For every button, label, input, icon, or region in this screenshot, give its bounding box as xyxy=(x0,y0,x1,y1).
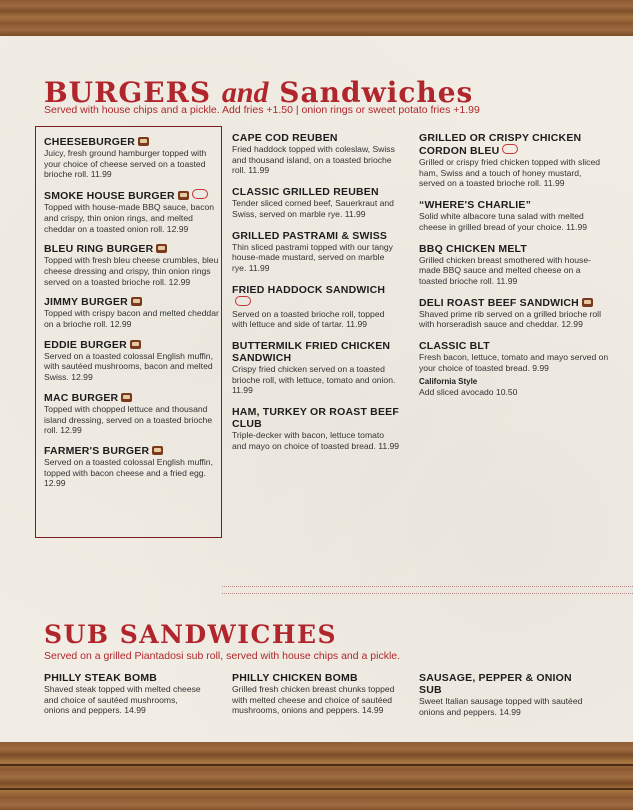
item-name-text: BUTTERMILK FRIED CHICKEN SANDWICH xyxy=(232,340,391,365)
item-name-text: BBQ CHICKEN MELT xyxy=(419,242,527,255)
item-name xyxy=(44,136,220,148)
section-title-subs: SUB SANDWICHES xyxy=(44,620,338,649)
item-name xyxy=(44,445,220,457)
item-name-text: GRILLED PASTRAMI & SWISS xyxy=(232,229,388,242)
item-description: Sweet Italian sausage topped with sautéed onions and peppers. 14.99 xyxy=(419,696,583,717)
item-name-text: EDDIE BURGER xyxy=(44,338,127,351)
item-name-text: “WHERE'S CHARLIE” xyxy=(419,199,532,212)
menu-item xyxy=(419,297,609,330)
wood-border-bottom xyxy=(0,742,633,810)
item-name xyxy=(44,296,220,308)
sandwich-column-3 xyxy=(419,132,609,408)
menu-item xyxy=(44,296,220,329)
heart-icon xyxy=(235,296,251,306)
item-description: Triple-decker with bacon, lettuce tomato and mayo on choice of toasted bread. 11.99 xyxy=(232,430,400,451)
item-description: Topped with crispy bacon and melted cheddar on a brioche roll. 12.99 xyxy=(44,308,219,330)
item-description: Thin sliced pastrami topped with our tangy house-made mustard, served on marble rye. 11.99 xyxy=(232,241,393,273)
cow-icon xyxy=(138,137,149,146)
item-name xyxy=(419,340,609,352)
item-name xyxy=(44,243,220,255)
item-description: Grilled fresh chicken breast chunks topped with melted cheese and choice of sautéed mushrooms, onions and peppers. 14.99 xyxy=(232,684,395,716)
item-name-text: BLEU RING BURGER xyxy=(44,243,154,256)
item-description: Topped with house-made BBQ sauce, bacon and crispy, thin onion rings, and melted cheddar on a toasted onion roll. 12.99 xyxy=(44,202,215,234)
menu-item xyxy=(232,340,400,396)
item-name-text: CLASSIC BLT xyxy=(419,340,490,353)
item-name-text: SMOKE HOUSE BURGER xyxy=(44,190,175,203)
menu-item xyxy=(232,284,400,330)
section-title-burgers: BURGERS and Sandwiches xyxy=(44,76,474,109)
cow-icon xyxy=(131,297,142,306)
cow-icon xyxy=(130,340,141,349)
menu-item xyxy=(44,136,220,180)
menu-item xyxy=(44,392,220,436)
menu-item xyxy=(232,186,400,219)
item-name xyxy=(232,406,400,430)
menu-item xyxy=(44,243,220,287)
item-name xyxy=(232,186,400,198)
menu-item xyxy=(419,199,609,232)
item-description: Shaved steak topped with melted cheese and choice of sautéed mushrooms, onions and peppers. 14.99 xyxy=(44,684,201,716)
menu-item xyxy=(44,672,204,716)
item-description: Topped with fresh bleu cheese crumbles, bleu cheese dressing and crispy, thin onion rings served on a toasted brioche roll. 12.99 xyxy=(44,255,219,287)
wood-border-top xyxy=(0,0,633,36)
cow-icon xyxy=(156,244,167,253)
item-description: Grilled or crispy fried chicken topped with sliced ham, Swiss and a touch of honey mustard, served on a toasted brioche roll. 11.99 xyxy=(419,157,601,189)
menu-item xyxy=(419,672,594,717)
item-name-text: FARMER'S BURGER xyxy=(44,444,150,457)
sandwich-column-2 xyxy=(232,132,400,462)
item-name xyxy=(419,672,594,696)
menu-item xyxy=(419,340,609,398)
item-description: Crispy fried chicken served on a toasted brioche roll, with lettuce, tomato and onion. 11.99 xyxy=(232,364,396,396)
menu-item xyxy=(232,132,400,176)
menu-item xyxy=(44,339,220,383)
item-description: Juicy, fresh ground hamburger topped with your choice of cheese served on a toasted brioche roll. 11.99 xyxy=(44,148,207,180)
item-description: Fried haddock topped with coleslaw, Swiss and thousand island, on a toasted brioche roll. 11.99 xyxy=(232,144,395,176)
item-name xyxy=(44,339,220,351)
item-variant-name: California Style xyxy=(419,377,478,387)
item-name xyxy=(232,672,397,684)
menu-item xyxy=(232,406,400,451)
menu-item xyxy=(44,189,220,234)
item-name xyxy=(44,672,204,684)
item-name xyxy=(44,392,220,404)
item-name xyxy=(419,199,609,211)
item-description: Solid white albacore tuna salad with melted cheese in grilled bread of your choice. 11.99 xyxy=(419,211,588,232)
menu-item xyxy=(44,445,220,489)
item-name-text: PHILLY STEAK BOMB xyxy=(44,672,158,684)
item-description: Tender sliced corned beef, Sauerkraut and Swiss, served on marble rye. 11.99 xyxy=(232,198,394,219)
item-name xyxy=(419,243,609,255)
item-name-text: MAC BURGER xyxy=(44,391,119,404)
item-name-text: SAUSAGE, PEPPER & ONION SUB xyxy=(419,672,572,696)
cow-icon xyxy=(582,298,593,307)
section-subtitle-subs: Served on a grilled Piantadosi sub roll, served with house chips and a pickle. xyxy=(44,650,401,662)
item-description: Topped with chopped lettuce and thousand island dressing, served on a toasted brioche roll. 12.99 xyxy=(44,403,213,436)
heart-icon xyxy=(192,189,208,199)
item-name-text: JIMMY BURGER xyxy=(44,296,128,309)
item-description: Served on a toasted colossal English muffin, with sautéed mushrooms, bacon and melted Swiss. 12.99 xyxy=(44,350,213,383)
item-name-text: CLASSIC GRILLED REUBEN xyxy=(232,186,379,199)
item-description: Grilled chicken breast smothered with house-made BBQ sauce and melted cheese on a toasted brioche roll. 11.99 xyxy=(419,254,591,286)
menu-item xyxy=(419,132,609,189)
burger-column xyxy=(44,136,220,498)
item-description: Fresh bacon, lettuce, tomato and mayo served on your choice of toasted bread. 9.99 xyxy=(419,352,609,373)
item-name-text: HAM, TURKEY OR ROAST BEEF CLUB xyxy=(232,406,399,431)
item-description: Shaved prime rib served on a grilled brioche roll with horseradish sauce and cheddar. 12.99 xyxy=(419,308,601,330)
menu-item xyxy=(232,230,400,274)
item-name xyxy=(232,340,400,364)
section-subtitle-burgers: Served with house chips and a pickle. Add fries +1.50 | onion rings or sweet potato fries +1.99 xyxy=(44,104,480,116)
cow-icon xyxy=(152,446,163,455)
item-name xyxy=(232,132,400,144)
item-name xyxy=(419,132,609,157)
item-name-text: CAPE COD REUBEN xyxy=(232,132,338,144)
item-name-text: CHEESEBURGER xyxy=(44,136,136,148)
cow-icon xyxy=(121,393,132,402)
menu-item xyxy=(232,672,397,716)
item-name-text: FRIED HADDOCK SANDWICH xyxy=(232,283,386,296)
divider xyxy=(222,586,633,594)
item-name xyxy=(232,230,400,242)
item-name xyxy=(419,297,609,309)
cow-icon xyxy=(178,191,189,200)
sub-column-2 xyxy=(232,672,397,716)
heart-icon xyxy=(502,144,518,154)
menu-item xyxy=(419,243,609,287)
item-name xyxy=(232,284,400,309)
item-name xyxy=(44,189,220,202)
item-description: Served on a toasted brioche roll, topped with lettuce and side of tartar. 11.99 xyxy=(232,308,385,330)
item-description: Served on a toasted colossal English muffin, topped with bacon cheese and a fried egg. 12.99 xyxy=(44,456,213,489)
item-name-text: GRILLED OR CRISPY CHICKEN CORDON BLEU xyxy=(419,132,582,157)
item-name-text: PHILLY CHICKEN BOMB xyxy=(232,672,358,684)
item-name-text: DELI ROAST BEEF SANDWICH xyxy=(419,296,579,309)
sub-column-1 xyxy=(44,672,204,716)
item-variant-description: Add sliced avocado 10.50 xyxy=(419,387,518,398)
sub-column-3 xyxy=(419,672,594,717)
